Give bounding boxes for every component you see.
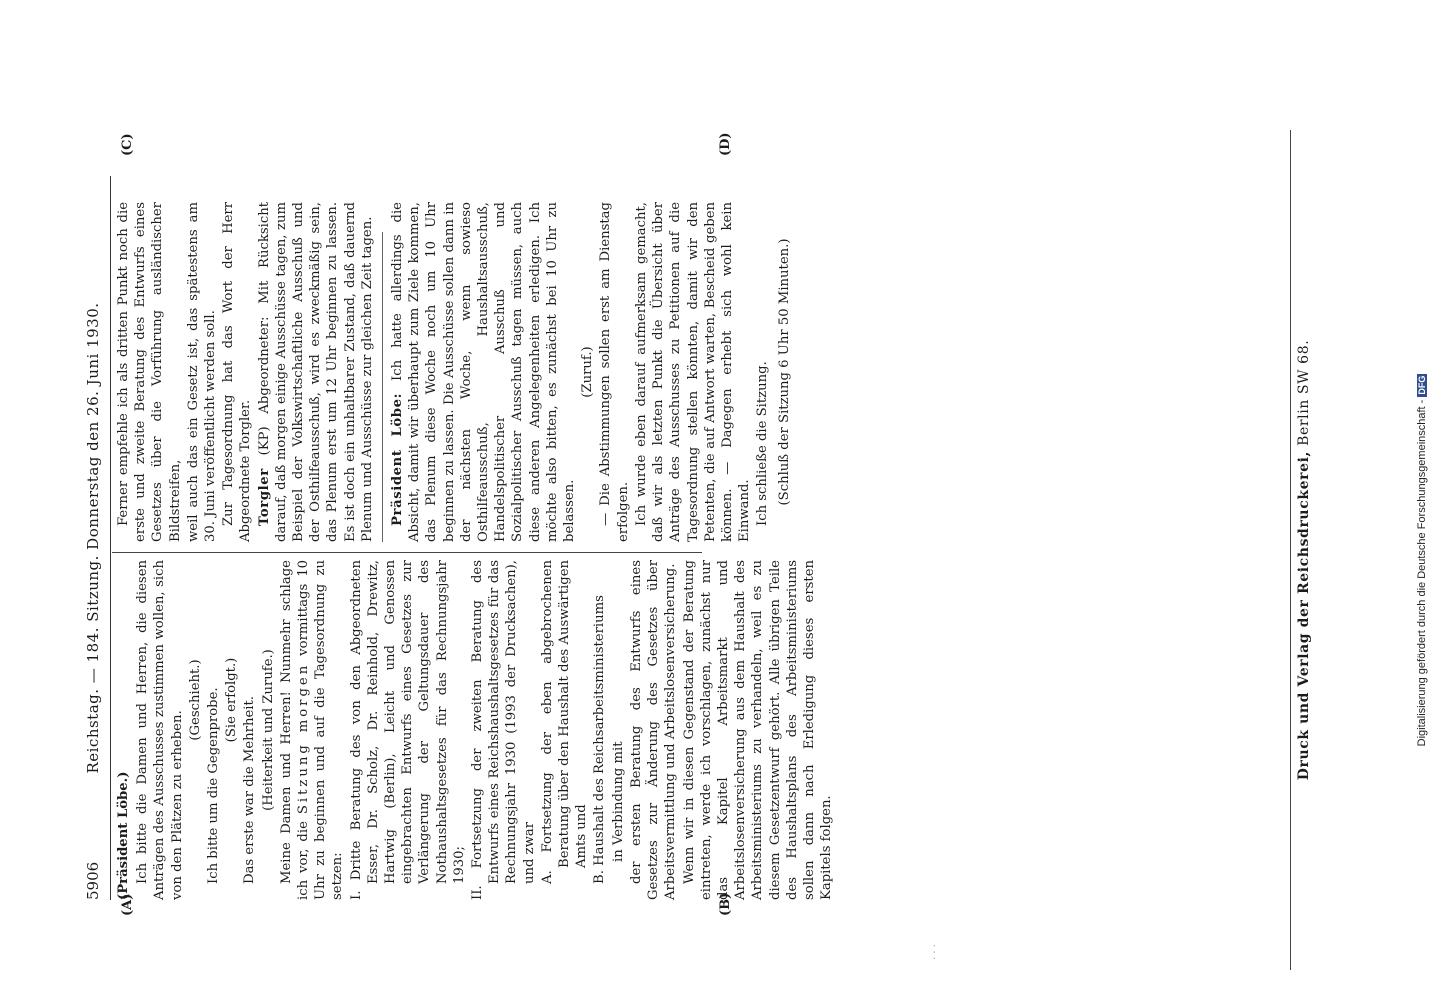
rotated-page — [0, 120, 1434, 1000]
speaker-label: (Präsident Löbe.) — [116, 771, 131, 900]
paragraph: Ich bitte um die Gegenprobe. — [206, 687, 222, 884]
left-column — [115, 560, 836, 900]
stage-direction: (Geschieht.) — [187, 659, 203, 741]
agenda-item: II. Fortsetzung der zweiten Beratung des Entwurfs eines Reichshaushaltsgesetzes für das Rechnungsjahr 1930 (1993 der Drucksachen), und zwar — [470, 560, 537, 900]
margin-marker-a: (A) — [120, 893, 135, 916]
paragraph: Präsident Löbe: Ich hatte allerdings die Absicht, damit wir überhaupt zum Ziele kommen, das Plenum diese Woche noch um 10 Uhr beginnen zu lassen. Die Ausschüsse sollen dann in der nächsten Woche, wenn sowieso Osthilfeausschuß, Haushaltsausschuß, Handelspolitischer Ausschuß und Sozialpolitischer Ausschuß tagen müssen, auch diese anderen Angelegenheiten erledigen. Ich möchte also bitten, es zunächst bei 10 Uhr zu belassen. — [390, 202, 578, 542]
spaced-emphasis: Sitzung morgen — [296, 662, 312, 815]
scan-noise: · · · — [930, 944, 941, 960]
agenda-subitem: A. Fortsetzung der eben abgebrochenen Beratung über den Haushalt des Auswärtigen Amts und — [539, 560, 590, 884]
paragraph: Ferner empfehle ich als dritten Punkt noch die erste und zweite Beratung des Entwurfs eines Gesetzes über die Vorführung ausländischer Bildstreifen, — [116, 202, 183, 542]
paragraph: Das erste war die Mehrheit. — [242, 696, 258, 884]
page-title: Reichstag. — 184. Sitzung. Donnerstag den 26. Juni 1930. — [84, 302, 102, 774]
paragraph: weil auch das ein Gesetz ist, das spätestens am 30. Juni veröffentlicht werden soll. — [185, 202, 219, 542]
paragraph: — Die Abstimmungen sollen erst am Dienstag erfolgen. — [598, 202, 631, 542]
margin-marker-d: (D) — [718, 132, 733, 156]
paragraph: Torgler (KP) Abgeordneter: Mit Rücksicht darauf, daß morgen einige Ausschüsse tagen, zum Beispiel der Volkswirtschaftliche Ausschuß und der Osthilfeausschuß, wird es zweckmäßig sein, das Plenum erst um 12 Uhr beginnen zu lassen. Es ist doch ein unhaltbarer Zustand, daß dauernd Plenum und Ausschüsse zur gleichen Zeit tagen. — [256, 202, 375, 542]
column-rule — [112, 552, 702, 553]
paragraph: Ich schließe die Sitzung. — [755, 361, 771, 526]
header-rule — [110, 176, 111, 900]
agenda-connector: in Verbindung mit — [610, 741, 626, 862]
speaker-label: Torgler — [256, 468, 272, 526]
margin-marker-c: (C) — [120, 133, 135, 156]
speaker-label: Präsident Löbe: — [390, 392, 406, 526]
agenda-item: I. Dritte Beratung des von den Abgeordneten Esser, Dr. Scholz, Dr. Reinhold, Drewitz, Hartwig (Berlin), Leicht und Genossen eingebrachten Entwurfs eines Gesetzes zur Verlängerung der Geltungsdauer des Nothaushaltsgesetzes für das Rechnungsjahr 1930; — [348, 560, 467, 900]
agenda-subitem: B. Haushalt des Reichsarbeitsministeriums — [592, 595, 608, 884]
printer-imprint: Druck und Verlag der Reichsdruckerei, Berlin SW 68. — [1296, 339, 1312, 781]
paragraph: Meine Damen und Herren! Nunmehr schlage ich vor, die Sitzung morgen vormittags 10 Uhr zu beginnen und auf die Tagesordnung zu setzen: — [278, 559, 346, 900]
page-number: 5906 — [84, 861, 102, 900]
dfg-logo-icon: DFG — [1417, 375, 1428, 395]
paragraph: Zur Tagesordnung hat das Wort der Herr Abgeordnete Torgler. — [221, 202, 254, 542]
right-column — [115, 202, 794, 542]
stage-direction: (Heiterkeit und Zurufe.) — [260, 649, 276, 811]
paragraph: Ich wurde eben darauf aufmerksam gemacht, daß wir als letzten Punkt die Übersicht über Anträge des Ausschusses zu Petitionen auf die Tagesordnung stellen könnten, damit wir den Petenten, die auf Antwort warten, Bescheid geben können. — Dagegen erhebt sich wohl kein Einwand. — [633, 202, 753, 542]
paragraph: Ich bitte die Damen und Herren, die diesen Anträgen des Ausschusses zustimmen wollen, sich von den Plätzen zu erheben. — [135, 560, 185, 900]
margin-marker-b: (B) — [718, 892, 733, 916]
stage-direction: (Zuruf.) — [580, 346, 596, 398]
paragraph: der ersten Beratung des Entwurfs eines Gesetzes zur Änderung des Gesetzes über Arbeitsvermittlung und Arbeitslosenversicherung. — [628, 560, 679, 900]
footer-rule — [1290, 130, 1291, 970]
section-rule — [382, 232, 383, 542]
paragraph: Wenn wir in diesen Gegenstand der Beratung eintreten, werde ich vorschlagen, zunächst nur das Kapitel Arbeitsmarkt und Arbeitslosenversicherung aus dem Haushalt des Arbeitsministeriums zu verhandeln, weil es zu diesem Gesetzentwurf gehört. Alle übrigen Teile des Haushaltsplans des Arbeitsministeriums sollen dann nach Erledigung dieses ersten Kapitels folgen. — [681, 560, 835, 900]
stage-direction: (Sie erfolgt.) — [224, 657, 240, 743]
page-header — [84, 176, 106, 900]
session-end-note: (Schluß der Sitzung 6 Uhr 50 Minuten.) — [776, 238, 792, 506]
digitization-credit: Digitalisierung gefördert durch die Deutsche Forschungsgemeinschaft -DFG — [1416, 375, 1428, 747]
